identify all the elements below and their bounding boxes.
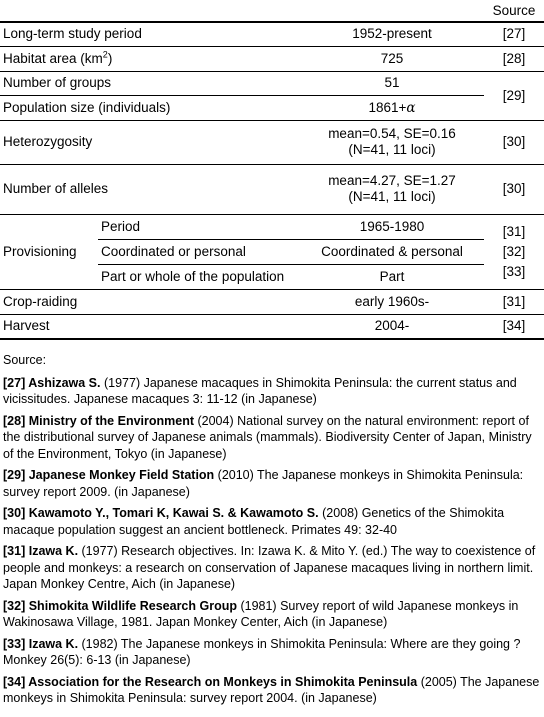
reference-item: [33] Izawa K. (1982) The Japanese monkeys in Shimokita Peninsula: Where are they going ? Monkey 26(5): 6-13 (in Japanese)	[3, 636, 521, 667]
reference-item: [34] Association for the Research on Monkeys in Shimokita Peninsula (2005) The Japanese monkeys in Shimokita Peninsula: survey report 2004. (in Japanese)	[3, 674, 540, 705]
provisioning-period-label: Period	[98, 214, 300, 239]
groups-value: 51	[300, 71, 484, 95]
row-study-period	[0, 22, 544, 46]
harvest-label: Harvest	[0, 314, 300, 339]
reference-item: [28] Ministry of the Environment (2004) National survey on the natural environment: report of the distributional survey of Japanese animals (mammals). Biodiversity Center of Japan, Ministry of the Environment, Tokyo (in Japanese)	[3, 413, 532, 461]
reference-item: [31] Izawa K. (1977) Research objectives. In: Izawa K. & Mito Y. (ed.) The way to coexistence of people and monkeys: a research on conservation of Japanese macaques living in northern limit. Japan Monkey Centre, Aich (in Japanese)	[3, 544, 536, 591]
row-population	[0, 95, 544, 120]
reference-item: [32] Shimokita Wildlife Research Group (1981) Survey report of wild Japanese monkeys in Wakinosawa Village, 1981. Japan Monkey Center, Aich (in Japanese)	[3, 598, 519, 629]
reference-item: [29] Japanese Monkey Field Station (2010) The Japanese monkeys in Shimokita Peninsula: survey report 2009. (in Japanese)	[3, 468, 524, 499]
crop-raiding-source: [31]	[484, 289, 544, 314]
references-label: Source:	[3, 353, 47, 367]
row-habitat-area	[0, 46, 544, 71]
provisioning-part-value: Part	[300, 264, 484, 289]
row-crop-raiding	[0, 289, 544, 314]
heterozygosity-value: mean=0.54, SE=0.16 (N=41, 11 loci)	[300, 120, 484, 164]
population-label: Population size (individuals)	[0, 95, 300, 120]
harvest-source: [34]	[484, 314, 544, 339]
reference-item: [30] Kawamoto Y., Tomari K, Kawai S. & Kawamoto S. (2008) Genetics of the Shimokita macaque population suggest an ancient bottleneck. Primates 49: 32-40	[3, 506, 505, 537]
study-period-label: Long-term study period	[0, 22, 300, 46]
row-provisioning-period	[0, 214, 544, 239]
harvest-value: 2004-	[300, 314, 484, 339]
study-period-value: 1952-present	[300, 22, 484, 46]
provisioning-label: Provisioning	[0, 214, 98, 289]
provisioning-coordinated-value: Coordinated & personal	[300, 239, 484, 264]
source-header: Source	[484, 0, 544, 22]
row-groups	[0, 71, 544, 95]
alleles-source: [30]	[484, 164, 544, 214]
data-table	[0, 0, 544, 340]
provisioning-coordinated-label: Coordinated or personal	[98, 239, 300, 264]
alleles-value: mean=4.27, SE=1.27 (N=41, 11 loci)	[300, 164, 484, 214]
crop-raiding-value: early 1960s-	[300, 289, 484, 314]
groups-population-source: [29]	[484, 71, 544, 120]
habitat-area-source: [28]	[484, 46, 544, 71]
heterozygosity-label: Heterozygosity	[0, 120, 300, 164]
row-heterozygosity	[0, 120, 544, 164]
provisioning-period-value: 1965-1980	[300, 214, 484, 239]
habitat-area-label: Habitat area $(km^2)$	[0, 46, 300, 71]
row-harvest	[0, 314, 544, 339]
study-period-source: [27]	[484, 22, 544, 46]
provisioning-part-label: Part or whole of the population	[98, 264, 300, 289]
references-section	[3, 352, 541, 712]
population-value: 1861+α	[300, 95, 484, 120]
groups-label: Number of groups	[0, 71, 300, 95]
crop-raiding-label: Crop-raiding	[0, 289, 300, 314]
row-alleles	[0, 164, 544, 214]
provisioning-sources: [31] [32] [33]	[484, 214, 544, 289]
heterozygosity-source: [30]	[484, 120, 544, 164]
header-row	[0, 0, 544, 22]
alleles-label: Number of alleles	[0, 164, 300, 214]
habitat-area-value: 725	[300, 46, 484, 71]
reference-item: [27] Ashizawa S. (1977) Japanese macaques in Shimokita Peninsula: the current status and vicissitudes. Japanese macaques 3: 11-12 (in Japanese)	[3, 375, 517, 406]
